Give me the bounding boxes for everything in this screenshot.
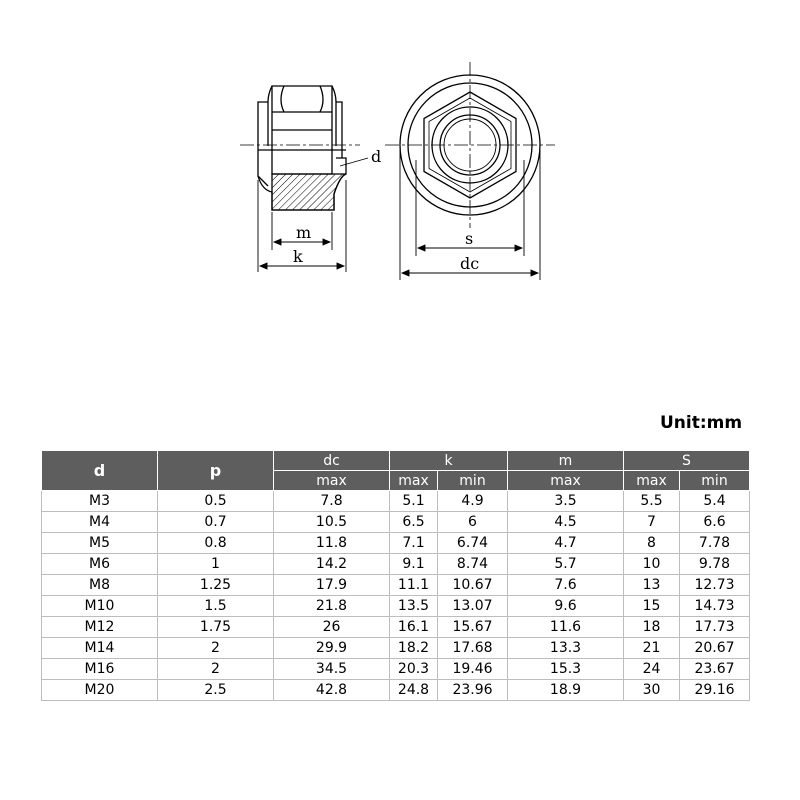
cell-p: 2 bbox=[158, 638, 274, 659]
cell-k-min: 15.67 bbox=[438, 617, 508, 638]
header-s-min: min bbox=[680, 471, 750, 491]
cell-m-max: 3.5 bbox=[508, 491, 624, 512]
cell-s-max: 7 bbox=[624, 512, 680, 533]
unit-label: Unit:mm bbox=[660, 413, 743, 433]
cell-m-max: 5.7 bbox=[508, 554, 624, 575]
cell-m-max: 4.7 bbox=[508, 533, 624, 554]
cell-m-max: 13.3 bbox=[508, 638, 624, 659]
spec-table bbox=[41, 450, 750, 701]
cell-k-min: 23.96 bbox=[438, 680, 508, 701]
cell-k-min: 8.74 bbox=[438, 554, 508, 575]
cell-s-min: 29.16 bbox=[680, 680, 750, 701]
cell-dc-max: 7.8 bbox=[274, 491, 390, 512]
cell-m-max: 11.6 bbox=[508, 617, 624, 638]
label-k: k bbox=[293, 247, 303, 266]
cell-k-max: 11.1 bbox=[390, 575, 438, 596]
cell-k-max: 6.5 bbox=[390, 512, 438, 533]
cell-p: 0.8 bbox=[158, 533, 274, 554]
header-m: m bbox=[508, 451, 624, 471]
header-p: p bbox=[158, 451, 274, 491]
cell-p: 0.7 bbox=[158, 512, 274, 533]
cell-k-max: 16.1 bbox=[390, 617, 438, 638]
flange-nut-drawing bbox=[0, 0, 800, 320]
header-d: d bbox=[42, 451, 158, 491]
cell-d: M12 bbox=[42, 617, 158, 638]
cell-k-min: 19.46 bbox=[438, 659, 508, 680]
cell-p: 1.75 bbox=[158, 617, 274, 638]
cell-dc-max: 21.8 bbox=[274, 596, 390, 617]
table-row bbox=[42, 680, 750, 701]
cell-p: 1.5 bbox=[158, 596, 274, 617]
table-row bbox=[42, 596, 750, 617]
cell-d: M20 bbox=[42, 680, 158, 701]
cell-s-max: 30 bbox=[624, 680, 680, 701]
header-dc-max: max bbox=[274, 471, 390, 491]
cell-k-min: 6.74 bbox=[438, 533, 508, 554]
cell-s-max: 15 bbox=[624, 596, 680, 617]
table-row bbox=[42, 659, 750, 680]
cell-k-max: 18.2 bbox=[390, 638, 438, 659]
table-row bbox=[42, 533, 750, 554]
cell-d: M6 bbox=[42, 554, 158, 575]
cell-dc-max: 29.9 bbox=[274, 638, 390, 659]
table-row bbox=[42, 638, 750, 659]
cell-s-max: 18 bbox=[624, 617, 680, 638]
header-m-max: max bbox=[508, 471, 624, 491]
cell-d: M16 bbox=[42, 659, 158, 680]
cell-s-min: 6.6 bbox=[680, 512, 750, 533]
cell-s-max: 5.5 bbox=[624, 491, 680, 512]
cell-s-max: 10 bbox=[624, 554, 680, 575]
cell-k-max: 5.1 bbox=[390, 491, 438, 512]
cell-s-min: 20.67 bbox=[680, 638, 750, 659]
cell-s-max: 13 bbox=[624, 575, 680, 596]
cell-k-min: 17.68 bbox=[438, 638, 508, 659]
cell-m-max: 4.5 bbox=[508, 512, 624, 533]
cell-m-max: 15.3 bbox=[508, 659, 624, 680]
header-k-max: max bbox=[390, 471, 438, 491]
table-row bbox=[42, 554, 750, 575]
cell-d: M3 bbox=[42, 491, 158, 512]
cell-s-min: 9.78 bbox=[680, 554, 750, 575]
header-s: S bbox=[624, 451, 750, 471]
cell-p: 1.25 bbox=[158, 575, 274, 596]
cell-dc-max: 17.9 bbox=[274, 575, 390, 596]
cell-p: 2 bbox=[158, 659, 274, 680]
cell-m-max: 9.6 bbox=[508, 596, 624, 617]
table-row bbox=[42, 617, 750, 638]
cell-d: M5 bbox=[42, 533, 158, 554]
cell-d: M8 bbox=[42, 575, 158, 596]
cell-dc-max: 26 bbox=[274, 617, 390, 638]
table-row bbox=[42, 512, 750, 533]
cell-m-max: 7.6 bbox=[508, 575, 624, 596]
cell-s-min: 14.73 bbox=[680, 596, 750, 617]
header-s-max: max bbox=[624, 471, 680, 491]
side-view bbox=[258, 86, 346, 210]
cell-d: M4 bbox=[42, 512, 158, 533]
cell-s-min: 23.67 bbox=[680, 659, 750, 680]
cell-s-min: 5.4 bbox=[680, 491, 750, 512]
cell-d: M14 bbox=[42, 638, 158, 659]
cell-k-max: 9.1 bbox=[390, 554, 438, 575]
table-row bbox=[42, 491, 750, 512]
cell-k-max: 24.8 bbox=[390, 680, 438, 701]
cell-s-min: 12.73 bbox=[680, 575, 750, 596]
cell-d: M10 bbox=[42, 596, 158, 617]
header-row-1 bbox=[42, 451, 750, 471]
cell-s-min: 17.73 bbox=[680, 617, 750, 638]
header-k-min: min bbox=[438, 471, 508, 491]
header-dc: dc bbox=[274, 451, 390, 471]
cell-k-min: 13.07 bbox=[438, 596, 508, 617]
cell-dc-max: 42.8 bbox=[274, 680, 390, 701]
table-row bbox=[42, 575, 750, 596]
header-k: k bbox=[390, 451, 508, 471]
cell-s-min: 7.78 bbox=[680, 533, 750, 554]
cell-k-min: 6 bbox=[438, 512, 508, 533]
cell-k-max: 20.3 bbox=[390, 659, 438, 680]
cell-k-max: 7.1 bbox=[390, 533, 438, 554]
cell-dc-max: 34.5 bbox=[274, 659, 390, 680]
cell-k-max: 13.5 bbox=[390, 596, 438, 617]
label-d: d bbox=[371, 147, 382, 166]
cell-m-max: 18.9 bbox=[508, 680, 624, 701]
cell-k-min: 10.67 bbox=[438, 575, 508, 596]
cell-p: 1 bbox=[158, 554, 274, 575]
cell-dc-max: 14.2 bbox=[274, 554, 390, 575]
label-dc: dc bbox=[460, 254, 480, 273]
cell-dc-max: 10.5 bbox=[274, 512, 390, 533]
cell-s-max: 21 bbox=[624, 638, 680, 659]
cell-p: 2.5 bbox=[158, 680, 274, 701]
cell-dc-max: 11.8 bbox=[274, 533, 390, 554]
cell-s-max: 8 bbox=[624, 533, 680, 554]
label-s: s bbox=[465, 229, 474, 248]
cell-p: 0.5 bbox=[158, 491, 274, 512]
label-m: m bbox=[296, 223, 312, 242]
cell-k-min: 4.9 bbox=[438, 491, 508, 512]
cell-s-max: 24 bbox=[624, 659, 680, 680]
